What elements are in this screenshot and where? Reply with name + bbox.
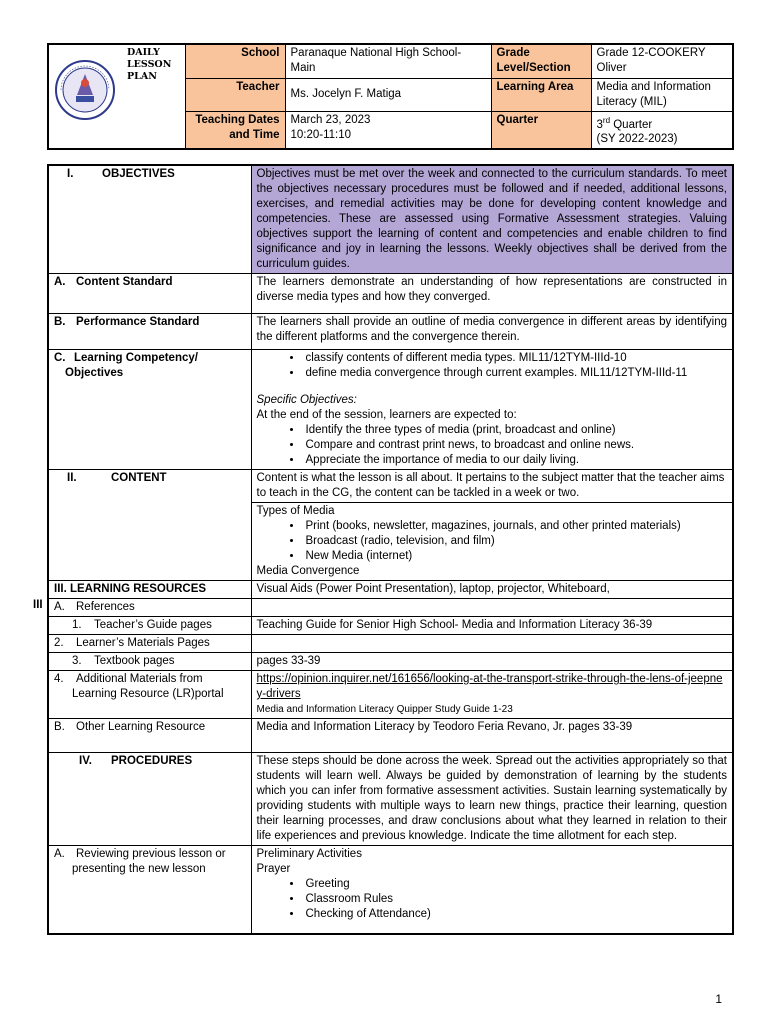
performance-standard-text: The learners shall provide an outline of media convergence in different areas by identifying the different platforms and the convergence therein. <box>251 314 733 350</box>
table-row <box>48 719 733 753</box>
side-marker: III <box>33 599 43 611</box>
objectives-text: Objectives must be met over the week and connected to the curriculum standards. To meet the objectives necessary procedures must be followed and if needed, additional lessons, exercises, and remedial activities may be done for developing content knowledge and competencies. These are assessed using Formative Assessment strategies. Valuing objectives support the learning of content and competencies and enable children to find significance and joy in learning the lessons. Weekly objectives shall be derived from the curriculum guides. <box>251 165 733 274</box>
specific-objectives-list <box>257 423 728 468</box>
procedures-row <box>48 753 733 846</box>
teacher-label: Teacher <box>185 78 285 111</box>
resources-label: III. LEARNING RESOURCES <box>48 581 251 599</box>
list-item: • New Media (internet) <box>303 549 728 564</box>
procedures-text: These steps should be done across the week. Spread out the activities appropriately so that students will learn well. Always be guided by demonstration of learning by the students which you can infer from formative assessment activities. Sustain learning systematically by providing students with multiple ways to learn new things, practice their learning, question their learning processes, and draw conclusions about what they learned in relation to their life experiences and previous knowledge. Indicate the time allotment for each step. <box>251 753 733 846</box>
school-label: School <box>185 44 285 78</box>
list-item: • Appreciate the importance of media to our daily living. <box>303 453 728 468</box>
resource-item-label: 4. Additional Materials from Learning Resource (LR)portal <box>48 671 251 719</box>
list-item: • Print (books, newsletter, magazines, journals, and other printed materials) <box>303 519 728 534</box>
resource-item-value: Teaching Guide for Senior High School- Media and Information Literacy 36-39 <box>251 617 733 635</box>
specific-objectives-intro: At the end of the session, learners are expected to: <box>256 409 517 421</box>
school-value: Paranaque National High School- Main <box>285 44 491 78</box>
media-types-list <box>257 519 728 564</box>
lesson-table <box>47 164 734 935</box>
list-item: • Classroom Rules <box>303 892 728 907</box>
resource-item-value: pages 33-39 <box>251 653 733 671</box>
header-table <box>47 43 734 150</box>
table-row <box>48 635 733 653</box>
competency-row <box>48 350 733 470</box>
resource-item-label: 2. Learner’s Materials Pages <box>48 635 251 653</box>
references-label: A. References <box>48 599 251 617</box>
teacher-value: Ms. Jocelyn F. Matiga <box>285 78 491 111</box>
area-label: Learning Area <box>491 78 591 111</box>
dlp-title: DAILY LESSON PLAN <box>122 44 185 149</box>
other-resource-value: Media and Information Literacy by Teodoro Feria Revano, Jr. pages 33-39 <box>251 719 733 753</box>
grade-value: Grade 12-COOKERY Oliver <box>591 44 733 78</box>
list-item: • Checking of Attendance) <box>303 907 728 922</box>
resource-item-label: 3. Textbook pages <box>48 653 251 671</box>
page-number: 1 <box>715 992 722 1006</box>
competency-list <box>257 351 728 381</box>
table-row <box>48 617 733 635</box>
list-item: • Greeting <box>303 877 728 892</box>
content-label: II. CONTENT <box>48 470 251 581</box>
references-value <box>251 599 733 617</box>
procedures-label: IV. PROCEDURES <box>48 753 251 846</box>
area-value: Media and Information Literacy (MIL) <box>591 78 733 111</box>
procedures-a-row <box>48 846 733 934</box>
resource-item-value <box>251 635 733 653</box>
resource-item-label: 1. Teacher’s Guide pages <box>48 617 251 635</box>
table-row <box>48 653 733 671</box>
list-item: • Identify the three types of media (print, broadcast and online) <box>303 423 728 438</box>
performance-standard-label: B. Performance Standard <box>48 314 251 350</box>
list-item: • Broadcast (radio, television, and film) <box>303 534 728 549</box>
table-row <box>48 671 733 719</box>
competency-label: C. Learning Competency/ Objectives <box>48 350 251 470</box>
performance-standard-row <box>48 314 733 350</box>
deped-seal-icon <box>49 45 121 135</box>
procedures-a-content: Preliminary Activities Prayer • Greeting • Classroom Rules • Checking of Attendance) <box>251 846 733 934</box>
dates-value: March 23, 2023 10:20-11:10 <box>285 111 491 149</box>
quarter-value: 3rd Quarter (SY 2022-2023) <box>591 111 733 149</box>
procedures-a-label: A. Reviewing previous lesson or presenting the new lesson <box>48 846 251 934</box>
other-resource-label: B. Other Learning Resource <box>48 719 251 753</box>
list-item: • Compare and contrast print news, to broadcast and online news. <box>303 438 728 453</box>
article-link[interactable]: https://opinion.inquirer.net/161656/looking-at-the-transport-strike-through-the-lens-of-jeepney-drivers <box>256 673 723 700</box>
competency-content <box>251 350 733 470</box>
preliminary-list <box>257 877 728 922</box>
specific-objectives-title: Specific Objectives: <box>256 394 357 406</box>
resources-value: Visual Aids (Power Point Presentation), laptop, projector, Whiteboard, <box>251 581 733 599</box>
resource-item-value <box>251 671 733 719</box>
objectives-row <box>48 165 733 274</box>
objectives-label: I. OBJECTIVES <box>48 165 251 274</box>
quarter-label: Quarter <box>491 111 591 149</box>
resources-row <box>48 581 733 599</box>
logo-cell <box>48 44 122 149</box>
list-item: • classify contents of different media types. MIL11/12TYM-IIId-10 <box>303 351 728 366</box>
resource-note: Media and Information Literacy Quipper Study Guide 1-23 <box>256 704 513 715</box>
references-row <box>48 599 733 617</box>
content-standard-row <box>48 274 733 314</box>
dates-label: Teaching Dates and Time <box>185 111 285 149</box>
content-text: Content is what the lesson is all about. It pertains to the subject matter that the teacher aims to teach in the CG, the content can be tackled in a week or two. <box>251 470 733 503</box>
content-row <box>48 470 733 503</box>
content-standard-text: The learners demonstrate an understanding of how representations are constructed in diverse media types and how they converged. <box>251 274 733 314</box>
grade-label: Grade Level/Section <box>491 44 591 78</box>
content-types: Types of Media • Print (books, newsletter, magazines, journals, and other printed materials) • Broadcast (radio, television, and film) • New Media (internet) Media Convergence <box>251 503 733 581</box>
content-standard-label: A. Content Standard <box>48 274 251 314</box>
list-item: • define media convergence through current examples. MIL11/12TYM-IIId-11 <box>303 366 728 381</box>
